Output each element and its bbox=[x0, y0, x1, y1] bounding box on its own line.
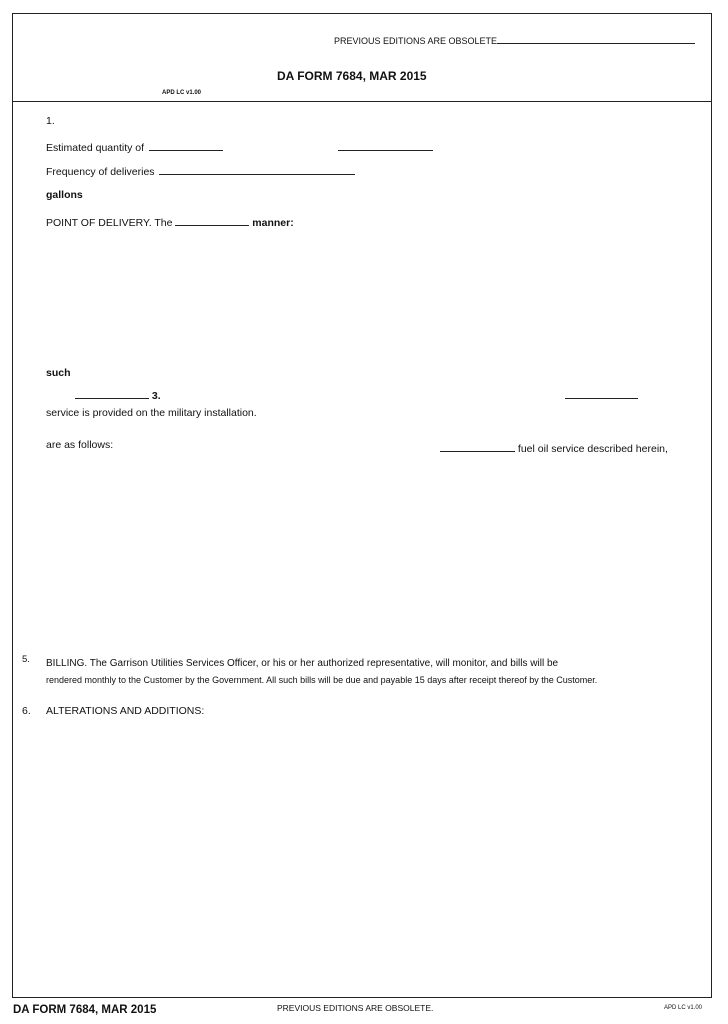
point-of-delivery-row bbox=[46, 213, 294, 229]
fuel-oil-field[interactable] bbox=[440, 439, 515, 452]
are-as-follows-text: are as follows: bbox=[46, 439, 114, 451]
form-border bbox=[12, 13, 712, 998]
header-divider bbox=[12, 101, 712, 102]
item3-number: 3. bbox=[151, 390, 161, 402]
fuel-oil-text: fuel oil service described herein, bbox=[517, 443, 668, 455]
estimated-quantity-field[interactable] bbox=[149, 138, 223, 151]
header-apd-version: APD LC v1.00 bbox=[162, 90, 202, 96]
item3-field[interactable] bbox=[75, 386, 149, 399]
gallons-label: gallons bbox=[46, 189, 83, 201]
estimated-quantity-row bbox=[46, 138, 223, 154]
estimated-quantity-label: Estimated quantity of bbox=[46, 142, 145, 154]
form-title: DA FORM 7684, MAR 2015 bbox=[277, 69, 427, 83]
manner-label: manner: bbox=[252, 217, 294, 229]
frequency-label: Frequency of deliveries bbox=[46, 166, 155, 178]
item3-right-field[interactable] bbox=[565, 386, 638, 399]
header-signature-field[interactable] bbox=[497, 34, 695, 44]
such-label: such bbox=[46, 367, 71, 379]
header-previous-editions-text: PREVIOUS EDITIONS ARE OBSOLETE bbox=[334, 36, 498, 46]
service-provided-text: service is provided on the military installation. bbox=[46, 407, 257, 419]
fuel-oil-row bbox=[440, 439, 668, 455]
billing-line-2: rendered monthly to the Customer by the Government. All such bills will be due and payable 15 days after receipt thereof by the Customer. bbox=[46, 675, 598, 685]
item1-number: 1. bbox=[46, 115, 55, 127]
header-previous-editions bbox=[334, 34, 695, 46]
item3-row bbox=[75, 386, 161, 402]
item6-number: 6. bbox=[22, 705, 31, 717]
frequency-row bbox=[46, 162, 355, 178]
point-of-delivery-field[interactable] bbox=[175, 213, 249, 226]
footer-apd-version: APD LC v1.00 bbox=[664, 1005, 703, 1011]
footer-previous-editions: PREVIOUS EDITIONS ARE OBSOLETE. bbox=[277, 1003, 434, 1013]
frequency-field[interactable] bbox=[159, 162, 355, 175]
footer-form-title: DA FORM 7684, MAR 2015 bbox=[13, 1004, 157, 1016]
billing-line-1: BILLING. The Garrison Utilities Services Officer, or his or her authorized representative, will monitor, and bills will be bbox=[46, 658, 559, 669]
quantity-unit-field[interactable] bbox=[338, 138, 433, 151]
alterations-label: ALTERATIONS AND ADDITIONS: bbox=[46, 705, 205, 717]
item5-number: 5. bbox=[22, 654, 30, 665]
point-of-delivery-text: POINT OF DELIVERY. The bbox=[46, 217, 173, 229]
